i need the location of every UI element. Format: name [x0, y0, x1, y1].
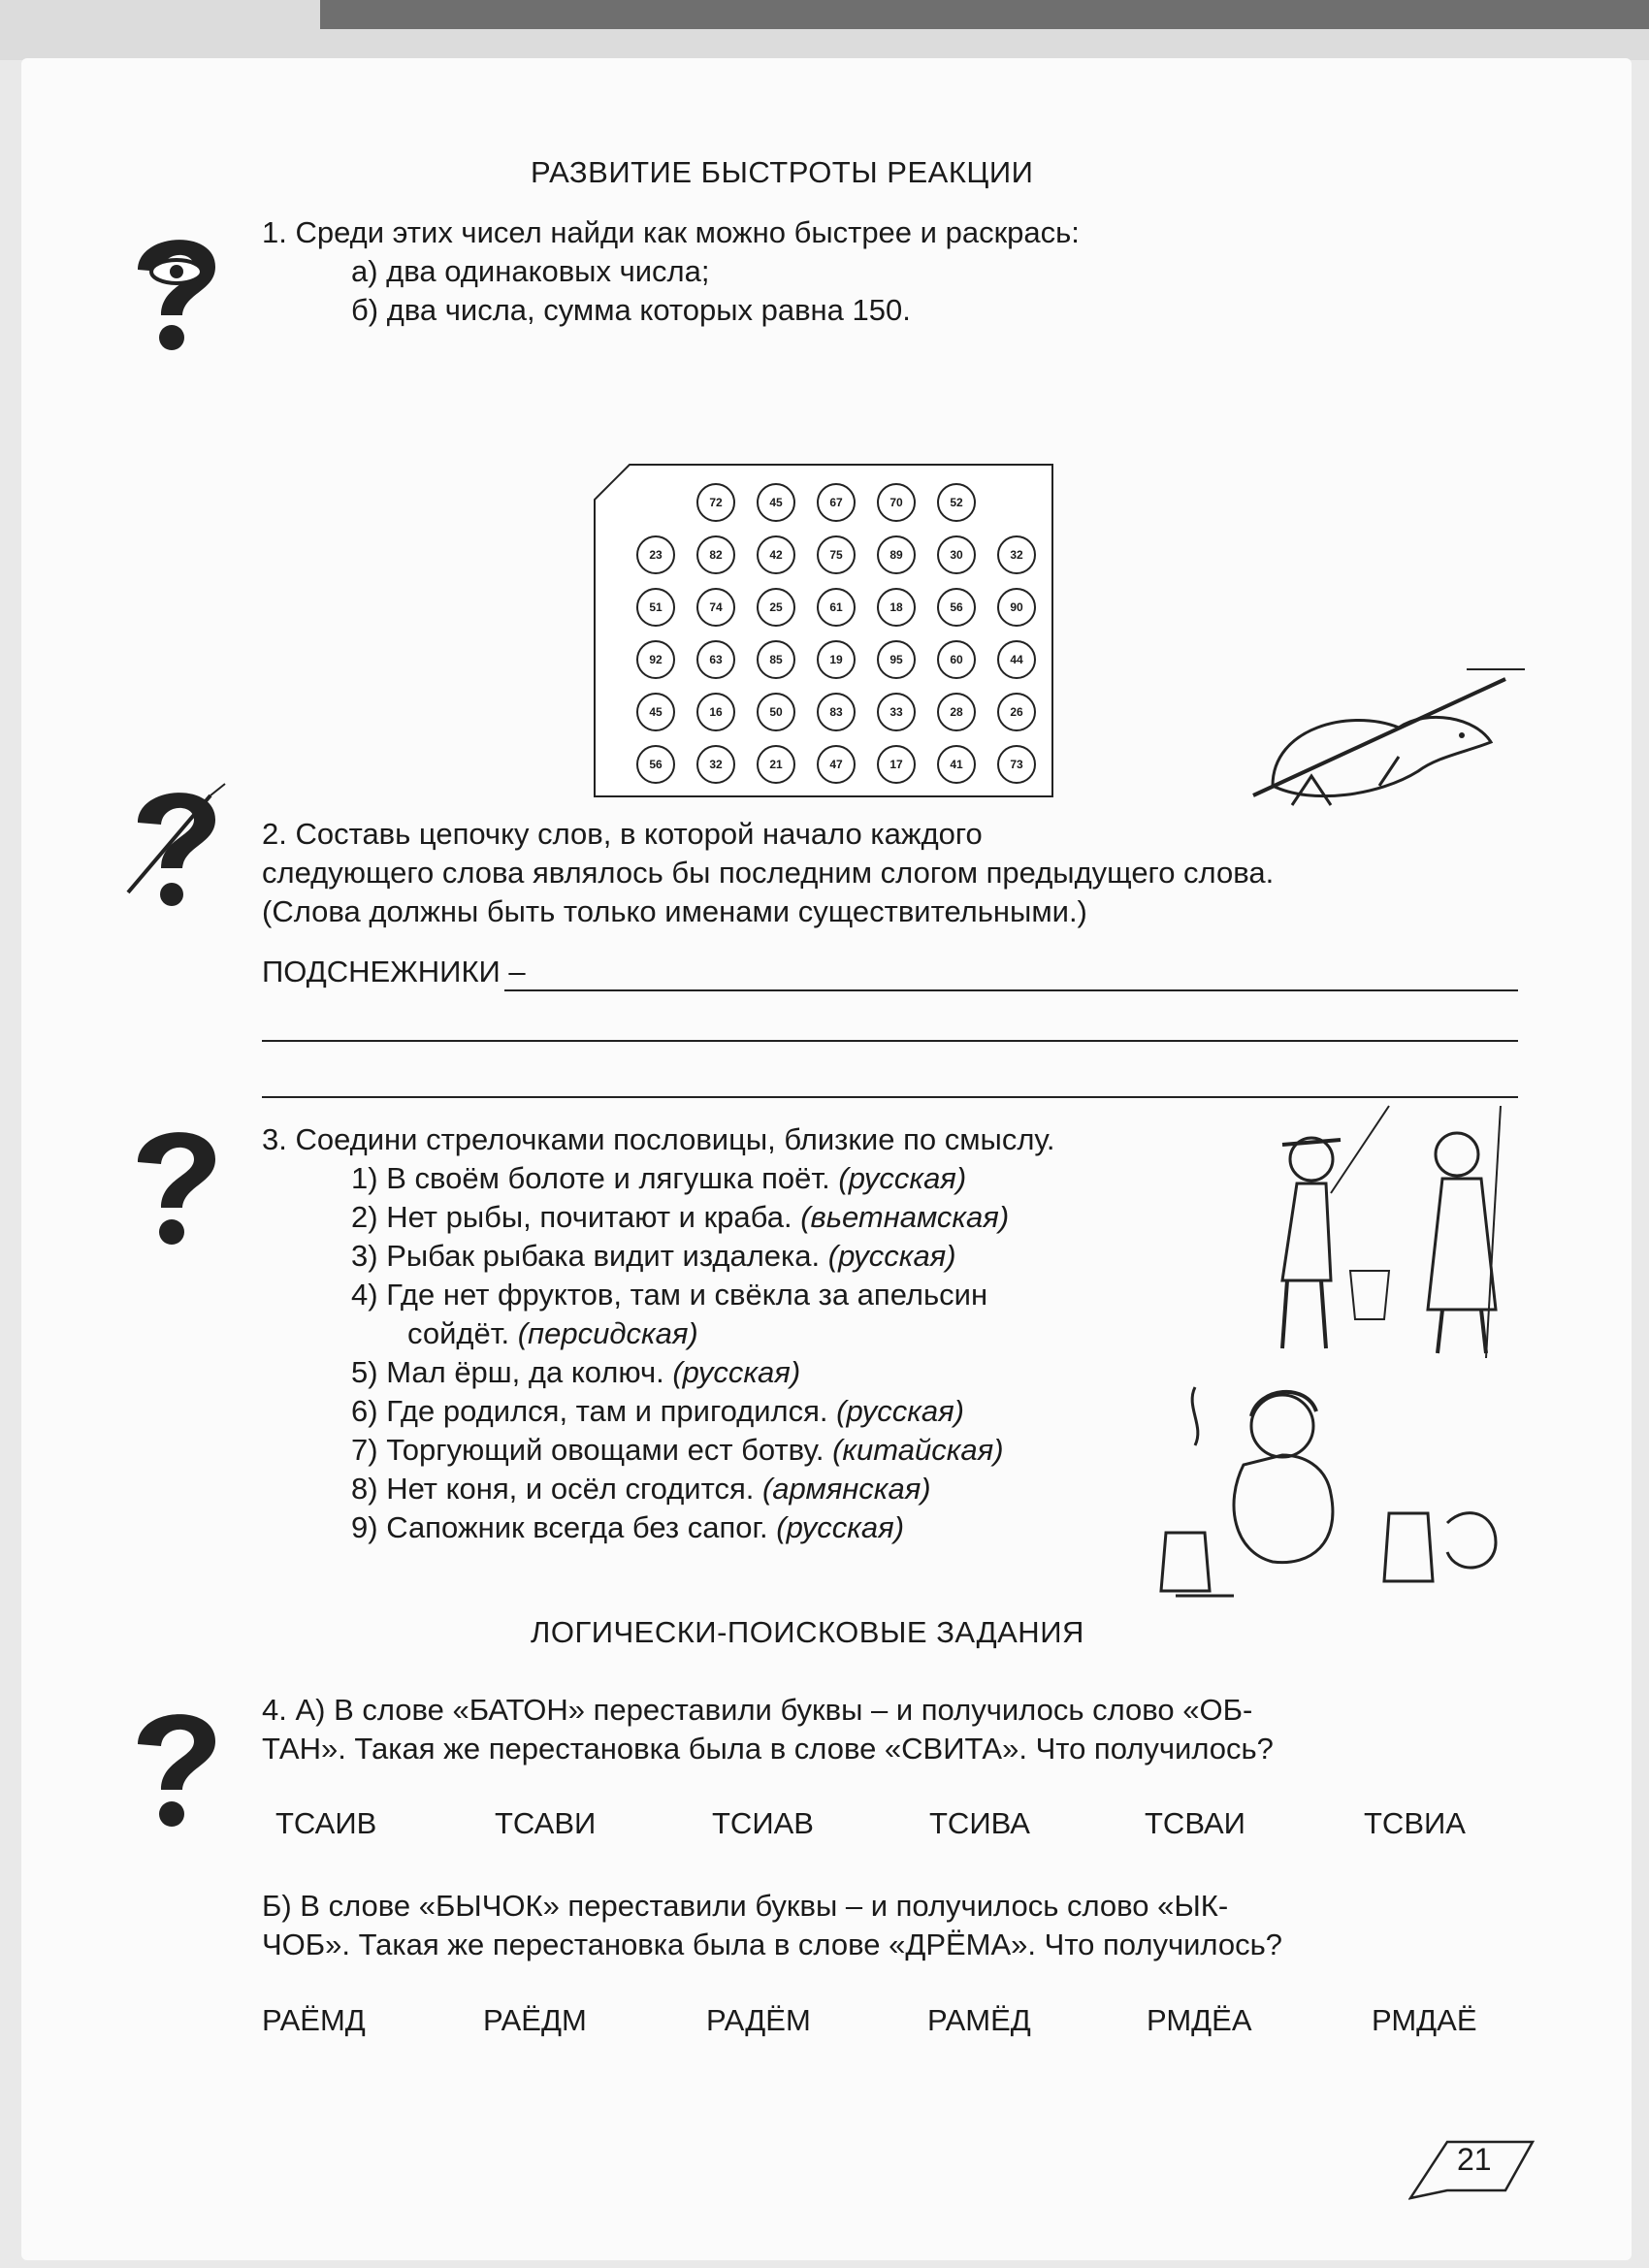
task1-option-a: а) два одинаковых числа;: [351, 254, 710, 288]
grid-number[interactable]: 47: [817, 745, 856, 784]
task2-start-word: ПОДСНЕЖНИКИ –: [262, 955, 526, 988]
grid-number[interactable]: 17: [877, 745, 916, 784]
grid-number[interactable]: 45: [636, 693, 675, 731]
grid-number[interactable]: 16: [696, 693, 735, 731]
section-title-logic: ЛОГИЧЕСКИ-ПОИСКОВЫЕ ЗАДАНИЯ: [531, 1615, 1084, 1649]
grid-number[interactable]: 44: [997, 640, 1036, 679]
grid-number[interactable]: 61: [817, 588, 856, 627]
fishermen-illustration: [1244, 1086, 1525, 1368]
task2-line1: 2. Составь цепочку слов, в которой начало каждого: [262, 817, 983, 851]
proverb-4: 4) Где нет фруктов, там и свёкла за апельсин: [351, 1278, 988, 1312]
task2-line2: следующего слова являлось бы последним слогом предыдущего слова.: [262, 856, 1275, 890]
answer-line-2[interactable]: [262, 1040, 1518, 1042]
option-b-4[interactable]: РАМЁД: [927, 2003, 1031, 2037]
grid-number[interactable]: 75: [817, 535, 856, 574]
task4-a-line1: 4. А) В слове «БАТОН» переставили буквы – и получилось слово «ОБ-: [262, 1693, 1253, 1727]
grid-number[interactable]: 45: [757, 483, 795, 522]
workbook-page: [21, 58, 1632, 2260]
option-a-1[interactable]: ТСАИВ: [275, 1806, 377, 1840]
grid-number[interactable]: 25: [757, 588, 795, 627]
proverb-7: 7) Торгующий овощами ест ботву. (китайская): [351, 1433, 1004, 1467]
grid-number[interactable]: 74: [696, 588, 735, 627]
task4-a-line2: ТАН». Такая же перестановка была в слове «СВИТА». Что получилось?: [262, 1732, 1274, 1766]
grid-number[interactable]: 82: [696, 535, 735, 574]
task3-intro: 3. Соедини стрелочками пословицы, близкие по смыслу.: [262, 1122, 1055, 1156]
grid-number[interactable]: 30: [937, 535, 976, 574]
question-eye-icon: [118, 223, 235, 359]
question-icon: [118, 1116, 235, 1251]
folded-corner: [594, 464, 632, 502]
question-icon-2: [118, 1698, 235, 1833]
proverb-6: 6) Где родился, там и пригодился. (русская): [351, 1394, 964, 1428]
task4-b-line1: Б) В слове «БЫЧОК» переставили буквы – и получилось слово «ЫК-: [262, 1889, 1229, 1923]
scan-top-edge: [0, 0, 1649, 60]
option-a-4[interactable]: ТСИВА: [929, 1806, 1030, 1840]
grid-number[interactable]: 33: [877, 693, 916, 731]
proverb-9: 9) Сапожник всегда без сапог. (русская): [351, 1510, 905, 1544]
option-a-5[interactable]: ТСВАИ: [1145, 1806, 1245, 1840]
grid-number[interactable]: 89: [877, 535, 916, 574]
grid-number[interactable]: 50: [757, 693, 795, 731]
grid-number[interactable]: 95: [877, 640, 916, 679]
grid-number[interactable]: 19: [817, 640, 856, 679]
mole-illustration: [1234, 660, 1525, 825]
proverb-3: 3) Рыбак рыбака видит издалека. (русская): [351, 1239, 956, 1273]
grid-number[interactable]: 60: [937, 640, 976, 679]
page-number: 21: [1457, 2142, 1492, 2177]
grid-number[interactable]: 32: [997, 535, 1036, 574]
proverb-4-cont: сойдёт. (персидская): [407, 1316, 698, 1350]
shoemaker-illustration: [1137, 1358, 1525, 1610]
grid-number[interactable]: 90: [997, 588, 1036, 627]
grid-number[interactable]: 21: [757, 745, 795, 784]
answer-line-1[interactable]: [504, 989, 1518, 991]
proverb-1: 1) В своём болоте и лягушка поёт. (русская): [351, 1161, 967, 1195]
grid-number[interactable]: 67: [817, 483, 856, 522]
grid-number[interactable]: 63: [696, 640, 735, 679]
grid-number[interactable]: 83: [817, 693, 856, 731]
task1-text: 1. Среди этих чисел найди как можно быстрее и раскрась:: [262, 215, 1080, 249]
grid-number[interactable]: 41: [937, 745, 976, 784]
grid-number[interactable]: 52: [937, 483, 976, 522]
section-title-speed: РАЗВИТИЕ БЫСТРОТЫ РЕАКЦИИ: [531, 155, 1034, 189]
grid-number[interactable]: 72: [696, 483, 735, 522]
proverb-2: 2) Нет рыбы, почитают и краба. (вьетнамская): [351, 1200, 1010, 1234]
grid-number[interactable]: 23: [636, 535, 675, 574]
grid-number[interactable]: 51: [636, 588, 675, 627]
grid-number[interactable]: 92: [636, 640, 675, 679]
task2-line3: (Слова должны быть только именами существительными.): [262, 894, 1087, 928]
option-b-3[interactable]: РАДЁМ: [706, 2003, 811, 2037]
task1-option-b: б) два числа, сумма которых равна 150.: [351, 293, 911, 327]
grid-number[interactable]: 56: [636, 745, 675, 784]
grid-number[interactable]: 73: [997, 745, 1036, 784]
grid-number[interactable]: 26: [997, 693, 1036, 731]
option-a-3[interactable]: ТСИАВ: [712, 1806, 814, 1840]
grid-number[interactable]: 32: [696, 745, 735, 784]
proverb-5: 5) Мал ёрш, да колюч. (русская): [351, 1355, 801, 1389]
number-grid: [594, 464, 1053, 797]
grid-number[interactable]: 85: [757, 640, 795, 679]
task4-b-line2: ЧОБ». Такая же перестановка была в слове «ДРЁМА». Что получилось?: [262, 1928, 1282, 1961]
option-a-2[interactable]: ТСАВИ: [495, 1806, 597, 1840]
grid-number[interactable]: 18: [877, 588, 916, 627]
grid-number[interactable]: 70: [877, 483, 916, 522]
option-b-6[interactable]: РМДАЁ: [1372, 2003, 1477, 2037]
option-b-5[interactable]: РМДЁА: [1147, 2003, 1252, 2037]
grid-number[interactable]: 28: [937, 693, 976, 731]
proverb-8: 8) Нет коня, и осёл сгодится. (армянская): [351, 1472, 931, 1506]
grid-number[interactable]: 56: [937, 588, 976, 627]
option-b-1[interactable]: РАЁМД: [262, 2003, 366, 2037]
page-number-badge: [1408, 2132, 1535, 2200]
grid-number[interactable]: 42: [757, 535, 795, 574]
question-pen-icon: [118, 776, 235, 912]
option-a-6[interactable]: ТСВИА: [1364, 1806, 1466, 1840]
option-b-2[interactable]: РАЁДМ: [483, 2003, 587, 2037]
